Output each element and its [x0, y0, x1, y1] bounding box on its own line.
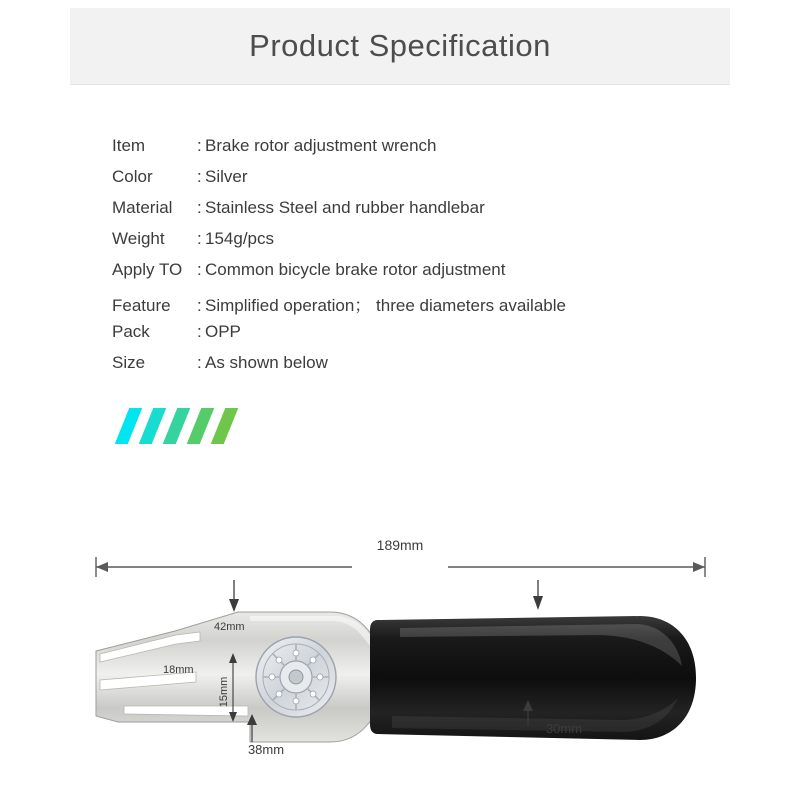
spec-key: Item — [112, 136, 146, 155]
spec-value: : 154g/pcs — [197, 229, 274, 248]
spec-value-text: Silver — [205, 167, 248, 186]
spec-key: Color — [112, 167, 153, 186]
spec-key: Weight — [112, 229, 165, 248]
spec-key: Material — [112, 198, 173, 217]
stripe-1 — [139, 408, 167, 444]
spec-row — [112, 167, 712, 198]
spec-row — [112, 291, 712, 322]
decorative-stripes — [112, 408, 238, 444]
spec-value-text: Common bicycle brake rotor adjustment — [205, 260, 506, 279]
spec-row — [112, 136, 712, 167]
spec-value: : Common bicycle brake rotor adjustment — [197, 260, 506, 279]
specification-list — [112, 136, 712, 384]
stripe-4 — [211, 408, 239, 444]
spec-value-text: Stainless Steel and rubber handlebar — [205, 198, 485, 217]
dimension-handle-width-label: 30mm — [545, 721, 583, 736]
spec-key: Apply TO — [112, 260, 183, 279]
dimension-slot-height-label: 15mm — [218, 676, 230, 708]
spec-row — [112, 229, 712, 260]
stripe-2 — [163, 408, 191, 444]
dimension-blade-width-label: 38mm — [247, 742, 285, 757]
spec-key: Pack — [112, 322, 150, 341]
product-diagram — [0, 520, 800, 800]
spec-value-text: Brake rotor adjustment wrench — [205, 136, 437, 155]
spec-value: : Brake rotor adjustment wrench — [197, 136, 437, 155]
spec-value: : OPP — [197, 322, 241, 341]
dimension-slot-small — [163, 664, 194, 676]
spec-key: Size — [112, 353, 146, 372]
spec-value: : Simplified operation； three diameters available — [197, 296, 566, 315]
page-title: Product Specification — [249, 28, 551, 63]
spec-row — [112, 353, 712, 384]
spec-value-text: OPP — [205, 322, 241, 341]
spec-row — [112, 198, 712, 229]
spec-value: : Silver — [197, 167, 248, 186]
spec-value-text: As shown below — [205, 353, 328, 372]
rubber-handle — [370, 616, 696, 740]
stripe-0 — [115, 408, 143, 444]
dimension-slot-large — [214, 621, 245, 633]
page-header — [0, 8, 800, 84]
spec-value-text: 154g/pcs — [205, 229, 274, 248]
spec-value: : Stainless Steel and rubber handlebar — [197, 198, 485, 217]
spec-key: Feature — [112, 296, 171, 315]
dimension-slot-small-label: 18mm — [163, 664, 194, 676]
spec-row — [112, 322, 712, 353]
spec-value: : As shown below — [197, 353, 328, 372]
dimension-overall-length — [96, 537, 705, 578]
spec-value-text: Simplified operation； three diameters available — [205, 296, 566, 315]
leader-blade-top — [229, 580, 239, 612]
rotor-disc-graphic — [256, 637, 336, 717]
stripe-3 — [187, 408, 215, 444]
dimension-overall-length-label: 189mm — [376, 537, 424, 553]
dimension-slot-large-label: 42mm — [214, 621, 245, 633]
leader-handle-top — [533, 580, 543, 610]
spec-row — [112, 260, 712, 291]
